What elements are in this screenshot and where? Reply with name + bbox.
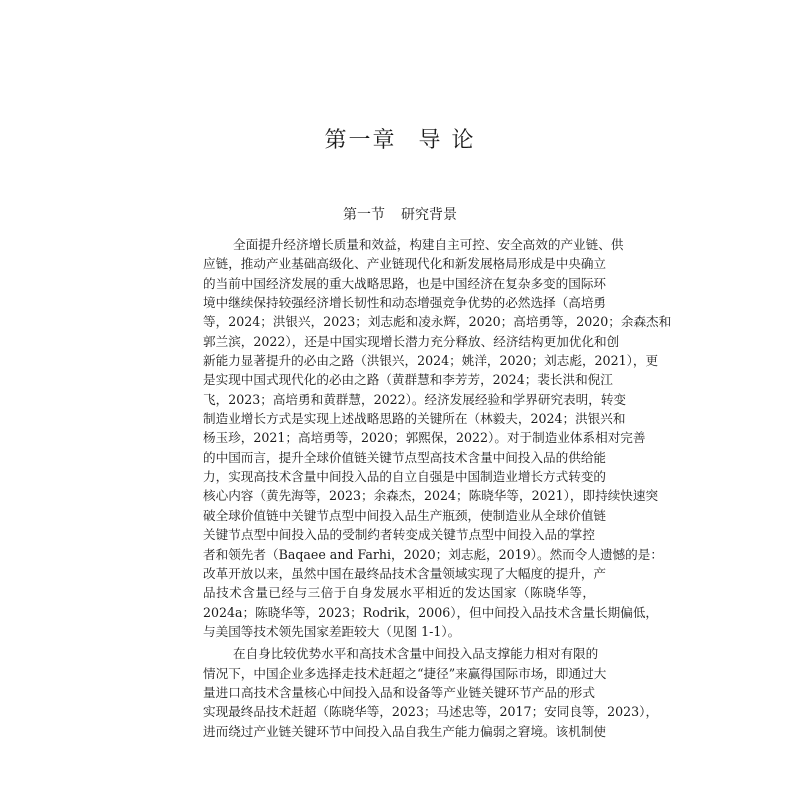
text-line: 新能力显著提升的必由之路（洪银兴，2024；姚洋，2020；刘志彪，2021），更 bbox=[203, 353, 659, 369]
text-line: 的当前中国经济发展的重大战略思路，也是中国经济在复杂多变的国际环 bbox=[203, 275, 606, 291]
text-line: 在自身比较优势水平和高技术含量中间投入品支撑能力相对有限的 bbox=[233, 646, 599, 662]
text-line: 破全球价值链中关键节点型中间投入品生产瓶颈，使制造业从全球价值链 bbox=[203, 507, 606, 523]
chapter-label: 第一章 bbox=[324, 128, 397, 153]
body-text bbox=[203, 235, 672, 741]
text-line: 杨玉珍，2021；高培勇等，2020；郭熙保，2022）。对于制造业体系相对完善 bbox=[203, 430, 646, 446]
text-line: 境中继续保持较强经济增长韧性和动态增强竞争优势的必然选择（高培勇 bbox=[203, 295, 606, 311]
text-line: 郭兰滨，2022），还是中国实现增长潜力充分释放、经济结构更加优化和创 bbox=[203, 333, 620, 349]
section-title bbox=[0, 204, 800, 224]
text-line: 改革开放以来，虽然中国在最终品技术含量领域实现了大幅度的提升，产 bbox=[203, 565, 606, 581]
text-line: 等，2024；洪银兴，2023；刘志彪和凌永辉，2020；高培勇等，2020；余森杰和 bbox=[203, 314, 672, 330]
chapter-name: 导 论 bbox=[418, 128, 476, 153]
text-line: 实现最终品技术赶超（陈晓华等，2023；马述忠等，2017；安同良等，2023）， bbox=[203, 704, 659, 720]
text-line: 的中国而言，提升全球价值链关键节点型高技术含量中间投入品的供给能 bbox=[203, 449, 606, 465]
text-line: 全面提升经济增长质量和效益，构建自主可控、安全高效的产业链、供 bbox=[233, 237, 624, 252]
section-label: 第一节 bbox=[343, 207, 385, 223]
section-name: 研究背景 bbox=[401, 207, 457, 223]
text-line: 者和领先者（Baqaee and Farhi，2020；刘志彪，2019）。然而令人遗憾的是： bbox=[203, 546, 663, 562]
chapter-title bbox=[0, 123, 800, 154]
text-line: 核心内容（黄先海等，2023；余森杰，2024；陈晓华等，2021），即持续快速突 bbox=[203, 488, 659, 504]
text-line: 品技术含量已经与三倍于自身发展水平相近的发达国家（陈晓华等， bbox=[203, 585, 595, 601]
paragraph bbox=[203, 644, 659, 741]
text-line: 是实现中国式现代化的必由之路（黄群慧和李芳芳，2024；裴长洪和倪江 bbox=[203, 372, 613, 388]
text-line: 制造业增长方式是实现上述战略思路的关键所在（林毅夫，2024；洪银兴和 bbox=[203, 411, 626, 427]
paragraph bbox=[203, 235, 672, 641]
text-line: 与美国等技术领先国家差距较大（见图 1-1）。 bbox=[203, 623, 461, 639]
text-line: 量进口高技术含量核心中间投入品和设备等产业链关键环节产品的形式 bbox=[203, 684, 595, 700]
text-line: 2024a；陈晓华等，2023；Rodrik，2006），但中间投入品技术含量长期偏低， bbox=[203, 604, 659, 620]
text-line: 进而绕过产业链关键环节中间投入品自我生产能力偏弱之窘境。该机制使 bbox=[203, 723, 606, 739]
text-line: 力，实现高技术含量中间投入品的自立自强是中国制造业增长方式转变的 bbox=[203, 469, 606, 485]
text-line: 应链，推动产业基础高级化、产业链现代化和新发展格局形成是中央确立 bbox=[203, 256, 606, 272]
text-line: 关键节点型中间投入品的受制约者转变成关键节点型中间投入品的掌控 bbox=[203, 527, 595, 543]
text-line: 情况下，中国企业多选择走技术赶超之“捷径”来赢得国际市场，即通过大 bbox=[203, 665, 607, 681]
text-line: 飞，2023；高培勇和黄群慧，2022）。经济发展经验和学界研究表明，转变 bbox=[203, 391, 627, 407]
